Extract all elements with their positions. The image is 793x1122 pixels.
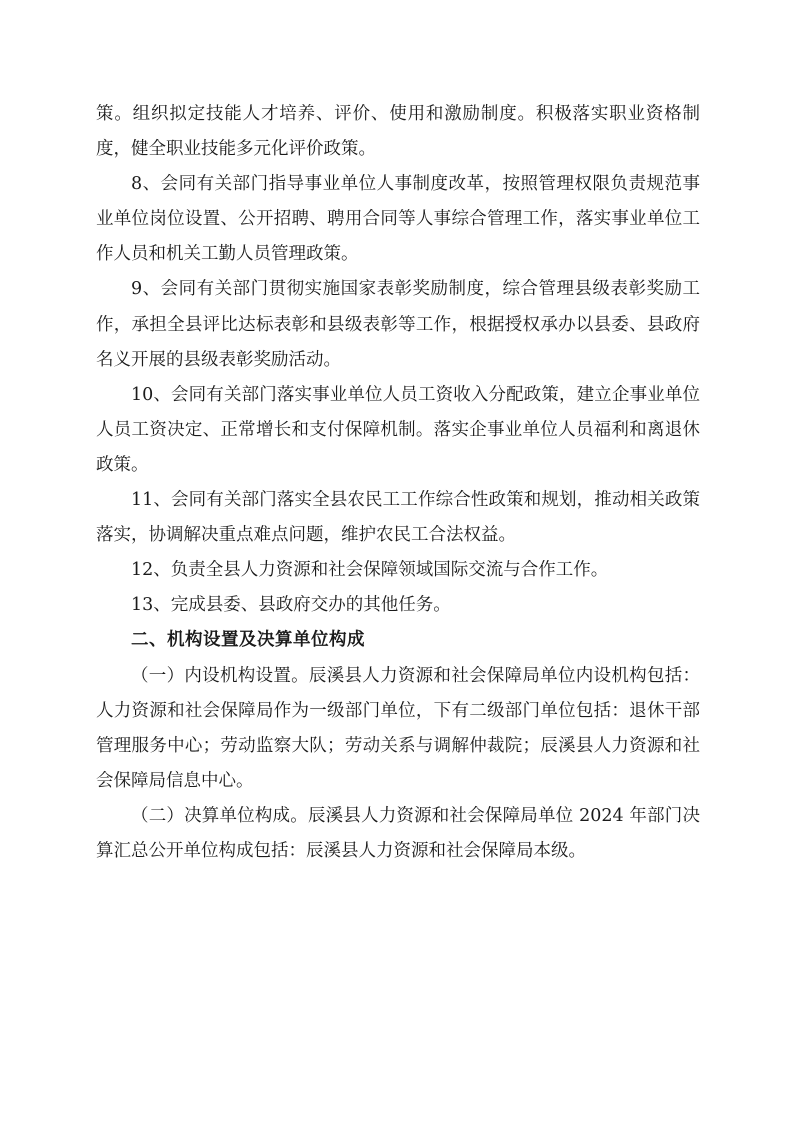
paragraph-item-13: 13、完成县委、县政府交办的其他任务。 — [131, 595, 451, 616]
subsection-internal-structure: （一）内设机构设置。辰溪县人力资源和社会保障局单位内设机构包括：人力资源和社会保障局作为一级部门单位，下有二级部门单位包括：退休干部管理服务中心；劳动监察大队；劳动关系与调解仲裁院；辰溪县人力资源和社会保障局信息中心。 — [96, 665, 700, 791]
paragraph-item-8: 8、会同有关部门指导事业单位人事制度改革，按照管理权限负责规范事业单位岗位设置、公开招聘、聘用合同等人事综合管理工作，落实事业单位工作人员和机关工勤人员管理政策。 — [96, 174, 700, 265]
paragraph-continuation: 策。组织拟定技能人才培养、评价、使用和激励制度。积极落实职业资格制度，健全职业技能多元化评价政策。 — [96, 104, 700, 160]
paragraph-item-10: 10、会同有关部门落实事业单位人员工资收入分配政策，建立企事业单位人员工资决定、正常增长和支付保障机制。落实企事业单位人员福利和离退休政策。 — [96, 384, 700, 475]
paragraph-item-12: 12、负责全县人力资源和社会保障领域国际交流与合作工作。 — [131, 560, 609, 581]
paragraph-item-11: 11、会同有关部门落实全县农民工工作综合性政策和规划，推动相关政策落实，协调解决重点难点问题，维护农民工合法权益。 — [96, 490, 700, 546]
document-body — [96, 97, 700, 869]
subsection-unit-composition: （二）决算单位构成。辰溪县人力资源和社会保障局单位 2024 年部门决算汇总公开单位构成包括：辰溪县人力资源和社会保障局本级。 — [96, 805, 700, 861]
section-heading: 二、机构设置及决算单位构成 — [131, 630, 365, 651]
paragraph-item-9: 9、会同有关部门贯彻实施国家表彰奖励制度，综合管理县级表彰奖励工作，承担全县评比达标表彰和县级表彰等工作，根据授权承办以县委、县政府名义开展的县级表彰奖励活动。 — [96, 279, 700, 370]
